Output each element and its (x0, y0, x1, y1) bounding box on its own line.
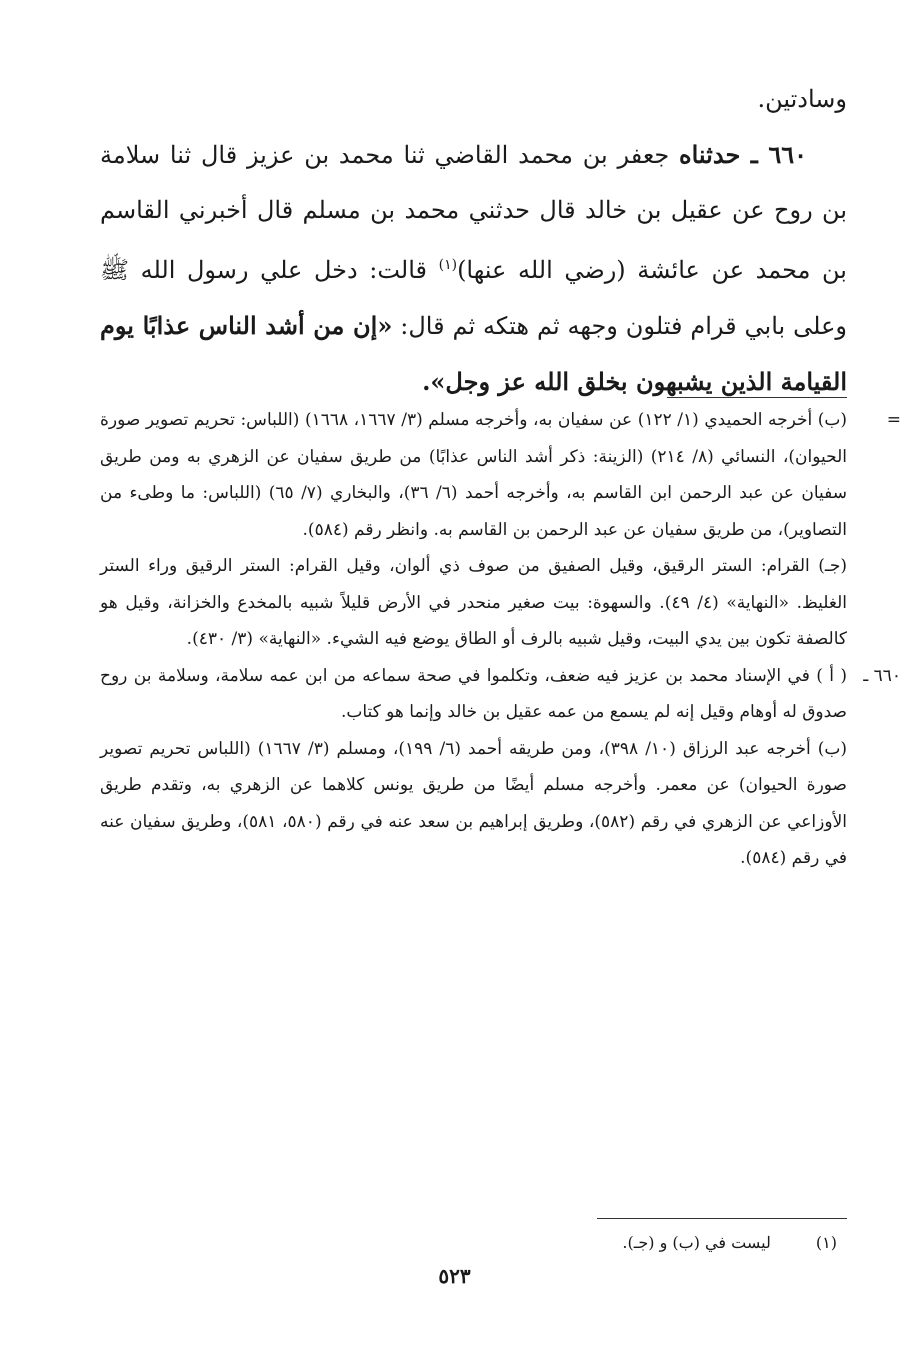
hadith-660-paragraph (100, 127, 847, 410)
note-660b-text: (ب) أخرجه عبد الرزاق (١٠/ ٣٩٨)، ومن طريقه أحمد (٦/ ١٩٩)، ومسلم (٣/ ١٦٦٧) (اللباس تحريم تصوير صورة الحيوان) عن معمر. وأخرجه مسلم أيضًا من طريق يونس كلاهما عن الزهري به، وتقدم طريق الأوزاعي عن الزهري في رقم (٥٨٢)، وطريق إبراهيم بن سعد عنه في رقم (٥٨٠، ٥٨١)، وطريق سفيان عنه في رقم (٥٨٤). (100, 738, 847, 868)
note-c (100, 548, 847, 658)
note-660 (100, 658, 901, 731)
note-660-marker: ٦٦٠ ـ (863, 665, 901, 686)
footnote-text: ليست في (ب) و (جـ). (622, 1233, 771, 1252)
note-660b (100, 731, 847, 877)
hadith-matn: قالت: دخل علي رسول الله ﷺ وعلى بابي قرام فتلون وجهه ثم هتكه ثم قال: (100, 256, 848, 340)
notes-separator (667, 397, 847, 398)
main-line-1 (100, 72, 847, 127)
page-number: ٥٢٣ (438, 1264, 471, 1288)
note-b-continued (100, 402, 901, 548)
continuation-marker: = (886, 410, 901, 430)
hadith-number: ٦٦٠ ـ حدثناه (679, 140, 807, 169)
note-c-text: (جـ) القرام: الستر الرقيق، وقيل الصفيق من صوف ذي ألوان، وقيل القرام: الستر الرقيق وراء الستر الغليظ. «النهاية» (٤/ ٤٩). والسهوة: بيت صغير منحدر في الأرض قليلاً شبيه بالمخدع والخزانة، وقيل هو كالصفة تكون بين يدي البيت، وقيل شبيه بالرف أو الطاق يوضع فيه الشيء. «النهاية» (٣/ ٤٣٠). (100, 556, 847, 649)
main-text (100, 72, 847, 410)
footnote-ref[interactable]: (١) (438, 257, 458, 273)
footnote-number: (١) (815, 1233, 837, 1252)
footnote-separator (597, 1218, 847, 1219)
note-660a-text: ( أ ) في الإسناد محمد بن عزيز فيه ضعف، وتكلموا في صحة سماعه من ابن عمه سلامة، وسلامة بن روح صدوق له أوهام وقيل إنه لم يسمع من عمه عقيل بن خالد وإنما هو كتاب. (100, 665, 847, 722)
hadith-quote: «إن من أشد الناس عذابًا يوم القيامة الذين يشبهون بخلق الله عز وجل». (100, 311, 847, 396)
footnote (622, 1228, 837, 1258)
notes-section (100, 402, 901, 877)
hadith-isnad: جعفر بن محمد القاضي ثنا محمد بن عزيز قال ثنا سلامة بن روح عن عقيل بن خالد قال حدثني محمد بن مسلم قال أخبرني القاسم بن محمد عن عائشة (رضي الله عنها) (100, 141, 847, 284)
main-line-1-text: وسادتين. (757, 85, 847, 113)
note-b-text: (ب) أخرجه الحميدي (١/ ١٢٢) عن سفيان به، وأخرجه مسلم (٣/ ١٦٦٧، ١٦٦٨) (اللباس: تحريم تصوير صورة الحيوان)، النسائي (٨/ ٢١٤) (الزينة: ذكر أشد الناس عذابًا) من طريق سفيان عن الزهري به ومن طريق سفيان عن عبد الرحمن ابن القاسم به، وأخرجه أحمد (٦/ ٣٦)، والبخاري (٧/ ٦٥) (اللباس: ما وطىء من التصاوير)، من طريق سفيان عن عبد الرحمن بن القاسم به. وانظر رقم (٥٨٤). (100, 410, 847, 540)
